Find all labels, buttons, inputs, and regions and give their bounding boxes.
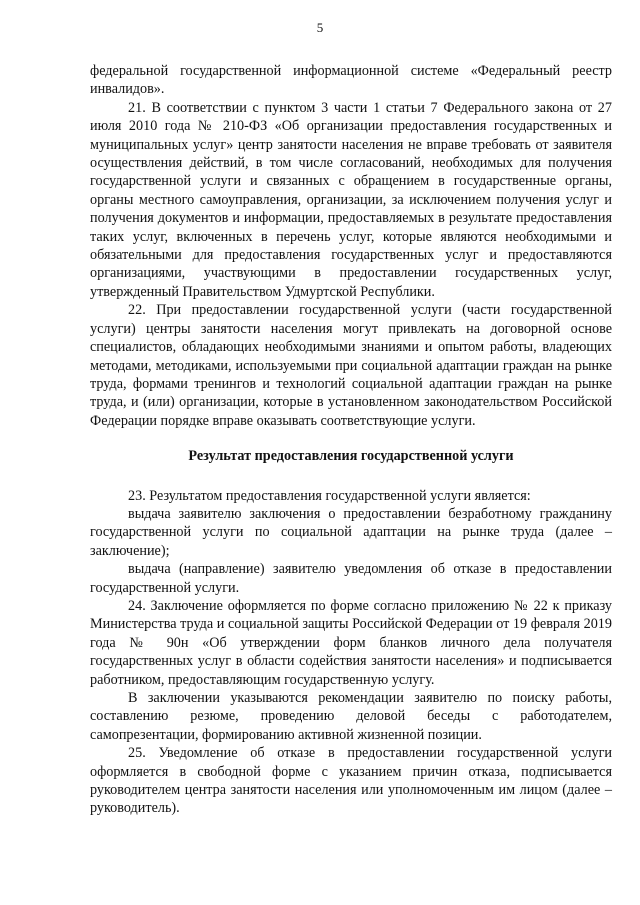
paragraph-22: 22. При предоставлении государственной услуги (части государственной услуги) центры занятости населения могут привлекать на договорной основе специалистов, обладающих необходимыми знаниями и опытом работы, владеющих методами, методиками, используемыми при социальной адаптации граждан на рынке труда, формами тренингов и технологий социальной адаптации граждан на рынке труда, и (или) организации, которые в установленном законодательством Российской Федерации порядке вправе оказывать соответствующие услуги.	[90, 302, 612, 429]
document-body	[90, 62, 612, 818]
paragraph-21: 21. В соответствии с пунктом 3 части 1 статьи 7 Федерального закона от 27 июля 2010 года № 210-ФЗ «Об организации предоставления государственных и муниципальных услуг» центр занятости населения не вправе требовать от заявителя осуществления действий, в том числе согласований, необходимых для получения государственной услуги и связанных с обращением в государственные органы, органы местного самоуправления, организации, за исключением получения услуг и получения документов и информации, предоставляемых в результате предоставления таких услуг, включенных в перечень услуг, которые являются необходимыми и обязательными для предоставления государственных услуг и предоставляются организациями, участвующими в предоставлении государственных услуг, утвержденный Правительством Удмуртской Республики.	[90, 99, 612, 300]
paragraph-24-recommendations: В заключении указываются рекомендации заявителю по поиску работы, составлению резюме, проведению деловой беседы с работодателем, самопрезентации, формированию активной жизненной позиции.	[90, 690, 612, 743]
paragraph-23-item-1: выдача заявителю заключения о предоставлении безработному гражданину государственной услуги по социальной адаптации на рынке труда (далее – заключение);	[90, 505, 612, 559]
paragraph-24: 24. Заключение оформляется по форме согласно приложению № 22 к приказу Министерства труда и социальной защиты Российской Федерации от 19 февраля 2019 года № 90н «Об утверждении форм бланков личного дела получателя государственных услуг в области содействия занятости населения» и подписывается работником, предоставляющим государственную услугу.	[90, 597, 612, 688]
paragraph-23: 23. Результатом предоставления государственной услуги является:	[128, 487, 531, 504]
page-number: 5	[316, 20, 324, 35]
paragraph: федеральной государственной информационной системе «Федеральный реестр инвалидов».	[90, 63, 612, 98]
paragraph-23-item-2: выдача (направление) заявителю уведомления об отказе в предоставлении государственной услуги.	[90, 561, 612, 596]
paragraph-25: 25. Уведомление об отказе в предоставлении государственной услуги оформляется в свободной форме с указанием причин отказа, подписывается руководителем центра занятости населения или уполномоченным им лицом (далее – руководитель).	[90, 745, 612, 817]
section-heading: Результат предоставления государственной услуги	[188, 448, 514, 465]
